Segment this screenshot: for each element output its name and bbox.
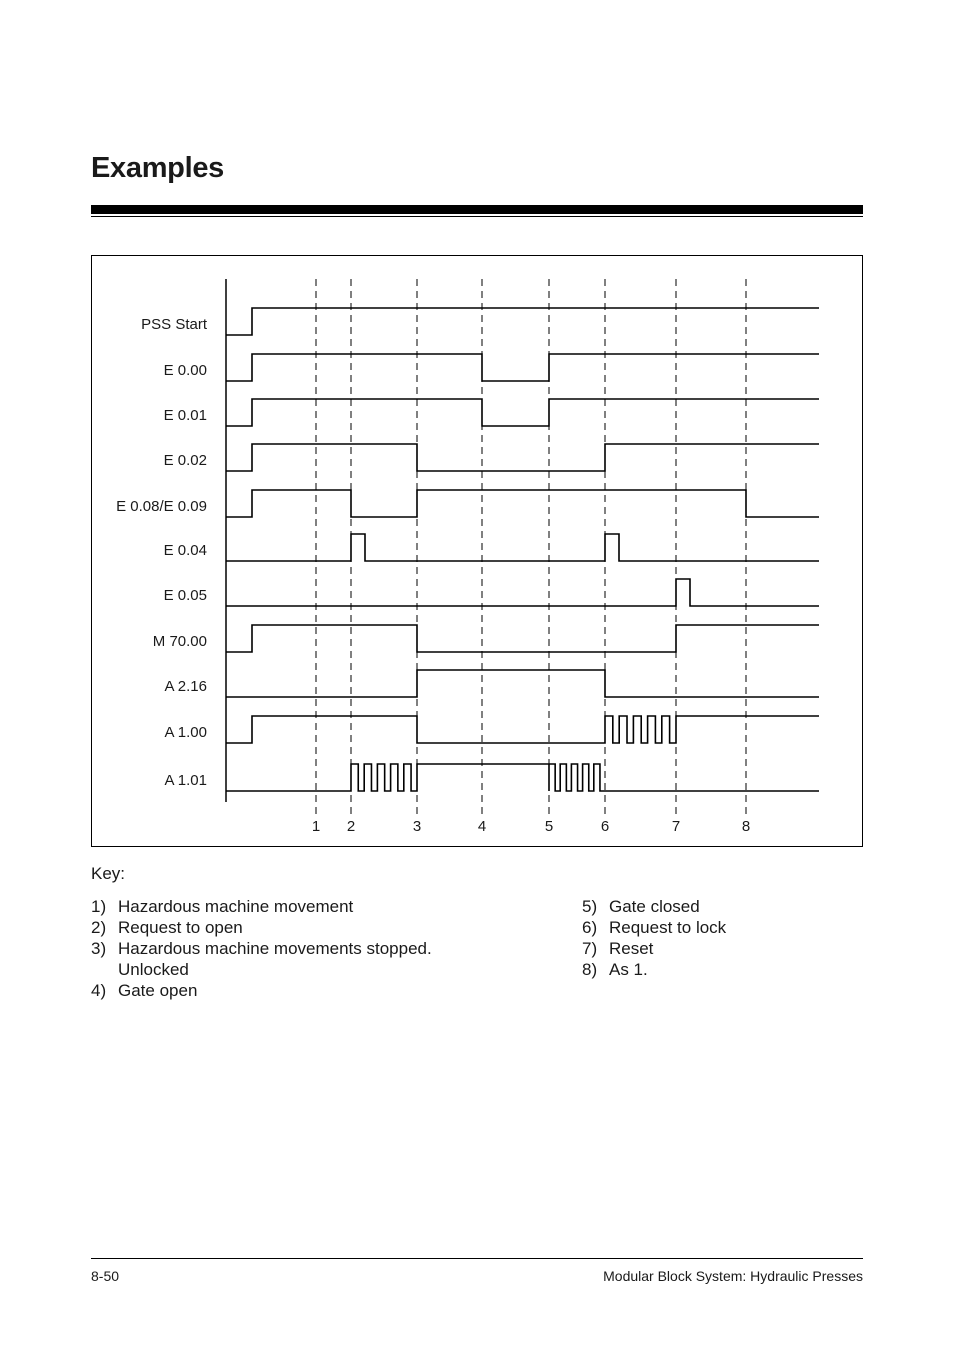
signal-label: E 0.08/E 0.09 <box>116 498 207 515</box>
title-rule-thin <box>91 216 863 217</box>
key-number: 7) <box>582 939 598 958</box>
timing-diagram <box>91 255 863 847</box>
marker-label: 6 <box>600 818 610 835</box>
signal-label: E 0.04 <box>163 542 207 559</box>
key-list-right <box>582 896 862 980</box>
signal-label: E 0.01 <box>163 407 207 424</box>
key-text: Hazardous machine movements stopped. Unlocked <box>118 939 432 979</box>
signal-waveform <box>226 308 819 335</box>
signal-label: A 1.00 <box>164 724 207 741</box>
key-item <box>582 959 862 980</box>
key-item <box>91 938 471 980</box>
signal-waveform <box>226 399 819 426</box>
page-number: 8-50 <box>91 1268 120 1284</box>
key-heading: Key: <box>91 864 126 883</box>
key-text: Gate open <box>118 981 198 1000</box>
title-rule-thick <box>91 205 863 214</box>
key-text: As 1. <box>609 960 648 979</box>
marker-label: 2 <box>346 818 356 835</box>
timing-diagram-svg <box>92 256 862 846</box>
signal-waveform <box>226 534 819 561</box>
key-item <box>91 896 471 917</box>
key-list-left <box>91 896 471 1001</box>
signal-waveform <box>226 625 819 652</box>
key-item <box>91 917 471 938</box>
signal-label: E 0.02 <box>163 452 207 469</box>
marker-label: 4 <box>477 818 487 835</box>
signal-waveform <box>226 490 819 517</box>
marker-label: 7 <box>671 818 681 835</box>
signal-waveform <box>226 716 819 743</box>
key-item <box>91 980 471 1001</box>
key-text: Hazardous machine movement <box>118 897 354 916</box>
key-text: Reset <box>609 939 654 958</box>
marker-label: 8 <box>741 818 751 835</box>
key-number: 4) <box>91 981 107 1000</box>
signal-waveform <box>226 670 819 697</box>
marker-label: 5 <box>544 818 554 835</box>
signal-label: A 1.01 <box>164 772 207 789</box>
page-title: Examples <box>91 152 225 184</box>
signal-label: A 2.16 <box>164 678 207 695</box>
signal-waveform <box>226 354 819 381</box>
signal-label: E 0.00 <box>163 362 207 379</box>
key-number: 8) <box>582 960 598 979</box>
key-item <box>582 917 862 938</box>
key-number: 5) <box>582 897 598 916</box>
key-number: 3) <box>91 939 107 958</box>
signal-label: M 70.00 <box>152 633 207 650</box>
key-item <box>582 896 862 917</box>
footer-rule <box>91 1258 863 1259</box>
marker-label: 1 <box>311 818 321 835</box>
signal-waveform <box>226 579 819 606</box>
key-item <box>582 938 862 959</box>
key-number: 2) <box>91 918 107 937</box>
key-text: Gate closed <box>609 897 700 916</box>
signal-waveform <box>226 764 819 791</box>
key-number: 1) <box>91 897 107 916</box>
signal-label: E 0.05 <box>163 587 207 604</box>
footer-title: Modular Block System: Hydraulic Presses <box>603 1268 863 1284</box>
key-text: Request to lock <box>609 918 727 937</box>
signal-waveform <box>226 444 819 471</box>
key-text: Request to open <box>118 918 243 937</box>
signal-label: PSS Start <box>141 316 207 333</box>
marker-label: 3 <box>412 818 422 835</box>
key-number: 6) <box>582 918 598 937</box>
